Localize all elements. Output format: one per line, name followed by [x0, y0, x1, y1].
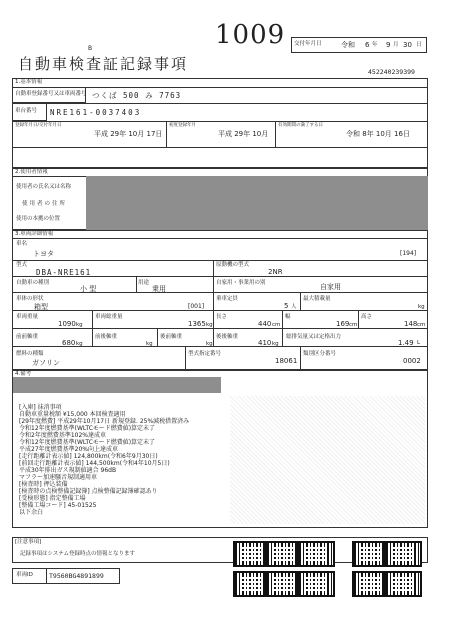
qr-code-3: [297, 541, 335, 567]
reg-number-value: つくば 500 み 7763: [92, 91, 182, 100]
section2-heading: 2.使用者情報: [15, 169, 48, 175]
displacement-unit: L: [417, 340, 421, 346]
document-number: 452240239399: [368, 68, 415, 76]
issue-day: 30: [403, 41, 412, 49]
first-year-label: 初度登録年月: [169, 123, 196, 128]
engine-value: 2NR: [268, 268, 283, 276]
width-label: 幅: [285, 314, 291, 320]
body-value: 箱型: [34, 303, 48, 311]
base-location-label: 使用の本拠の位置: [16, 216, 61, 222]
chassis-label: 車台番号: [15, 108, 38, 114]
purpose-value: 自家用: [320, 283, 341, 291]
notice-heading: [注意事項]: [15, 539, 42, 545]
section3-heading: 3.車両詳細情報: [15, 231, 54, 237]
length-value: 440: [258, 320, 272, 328]
vehicle-id-value: T9560BG4891899: [49, 572, 104, 580]
remark-line: [受検形態] 指定整備工場: [19, 495, 86, 502]
document-title: 自動車検査証記録事項: [18, 55, 189, 73]
remark-line: [検査時の点検整備記録簿] 点検整備記録簿確認あり: [19, 488, 158, 495]
day-unit: 日: [416, 42, 422, 48]
width-value: 169: [336, 320, 350, 328]
use-value: 乗用: [152, 285, 166, 293]
first-reg-value: 平成 29年 10月 17日: [94, 130, 163, 138]
reg-number-label: 自動車登録番号又は車両番号: [15, 91, 87, 97]
fuel-value: ガソリン: [32, 359, 60, 367]
use-label: 用途: [138, 280, 150, 286]
chassis-value: NRE161-0037403: [50, 108, 142, 117]
max-load-label: 最大積載量: [303, 296, 331, 302]
engine-label: 原動機の型式: [216, 262, 250, 268]
remark-line: [前回走行距離計表示値] 144,500km(令和4年10月5日): [19, 460, 170, 467]
remark-line: 自動車重量税額 ¥15,000 本回検査適用: [19, 411, 126, 418]
remark-line: 以下余白: [19, 509, 44, 516]
maker-label: 車名: [16, 241, 28, 247]
rear-front-axle-label: 後前軸重: [160, 334, 183, 340]
first-year-value: 平成 29年 10月: [218, 130, 269, 138]
remark-line: 令和12年度燃費基準(WLTCモード燃費値)算定未了: [19, 439, 156, 446]
rear-rear-axle-value: 410: [258, 339, 272, 347]
form-letter: B: [88, 45, 93, 52]
remark-line: [検査時] 押込装備: [19, 481, 68, 488]
front-rear-axle-label: 前後軸重: [95, 334, 118, 340]
remark-line: 令和12年度燃費基準(WLTCモード燃費値)算定未了: [19, 425, 156, 432]
gross-weight-value: 1365: [188, 320, 206, 328]
remark-line: 平成30年排出ガス規制値適合 96dB: [19, 467, 117, 474]
scan-noise: [230, 396, 425, 524]
kind-value: 小 型: [80, 285, 97, 293]
gross-weight-label: 車両総重量: [95, 314, 123, 320]
section1-heading: 1.基本情報: [15, 79, 43, 85]
weight-label: 車両重量: [16, 314, 39, 320]
vehicle-id-label: 車両ID: [16, 572, 33, 578]
purpose-label: 自家用・事業用の別: [216, 280, 266, 286]
maker-value: トヨタ: [33, 250, 54, 258]
class-label: 類別区分番号: [303, 351, 337, 357]
remarks-list: [19, 404, 189, 516]
model-label: 型式: [16, 262, 28, 268]
front-axle-unit: kg: [76, 341, 83, 347]
issue-date-label: 交付年月日: [294, 41, 322, 47]
kind-label: 自動車の種別: [16, 280, 50, 286]
expiry-value: 令和 8年 10月 16日: [346, 130, 410, 138]
capacity-value: 5: [284, 302, 289, 310]
front-rear-axle-unit: kg: [146, 341, 153, 347]
remark-line: 平成27年度燃費基準20%向上達成車: [19, 446, 118, 453]
qr-code-10: [384, 571, 422, 597]
remark-line: マフラー加速騒音規制適用車: [19, 474, 98, 481]
redacted-remarks: [13, 377, 221, 393]
height-label: 高さ: [361, 314, 373, 320]
displacement-label: 総排気量又は定格出力: [286, 334, 342, 340]
redacted-user-info: [86, 176, 428, 230]
front-axle-value: 680: [62, 339, 76, 347]
height-value: 148: [404, 320, 418, 328]
remark-line: [29年度燃費] 平成29年10月17日 新規登録. 25%減税措置済み: [19, 418, 190, 425]
rear-front-axle-unit: kg: [206, 341, 213, 347]
remark-line: [入庫] 抹消事項: [19, 404, 62, 411]
type-cert-label: 型式指定番号: [188, 351, 222, 357]
issue-year: 6: [365, 41, 370, 49]
issue-era: 令和: [341, 41, 355, 49]
type-cert-value: 18061: [275, 357, 298, 365]
maker-code: [194]: [400, 250, 417, 257]
class-value: 0002: [403, 357, 421, 365]
height-unit: cm: [417, 322, 426, 328]
capacity-label: 乗車定員: [216, 296, 239, 302]
length-label: 長さ: [216, 314, 228, 320]
remark-line: [整備工場コード] 45-01525: [19, 502, 97, 509]
rear-rear-axle-unit: kg: [272, 341, 279, 347]
body-code: [001]: [188, 303, 205, 310]
month-unit: 月: [393, 42, 399, 48]
weight-unit: kg: [76, 322, 83, 328]
qr-code-8: [297, 571, 335, 597]
gross-weight-unit: kg: [206, 322, 213, 328]
model-value: DBA-NRE161: [36, 268, 92, 277]
body-label: 車体の形状: [16, 296, 44, 302]
first-reg-label: 登録年月日/交付年月日: [15, 123, 62, 128]
expiry-label: 有効期間の満了する日: [278, 123, 323, 128]
user-address-label: 使用者の住所: [22, 201, 68, 207]
remark-line: 令和2年度燃費基準102%達成車: [19, 432, 106, 439]
width-unit: cm: [349, 322, 358, 328]
weight-value: 1090: [58, 320, 76, 328]
fuel-label: 燃料の種類: [16, 351, 44, 357]
issue-month: 9: [386, 41, 391, 49]
user-name-label: 使用者の氏名又は名称: [16, 184, 72, 190]
qr-code-5: [384, 541, 422, 567]
front-axle-label: 前前軸重: [16, 334, 39, 340]
displacement-value: 1.49: [398, 339, 414, 347]
capacity-unit: 人: [291, 304, 297, 310]
length-unit: cm: [272, 322, 281, 328]
rear-rear-axle-label: 後後軸重: [216, 334, 239, 340]
max-load-unit: kg: [418, 304, 425, 310]
handwritten-number: 1009: [215, 20, 286, 50]
remark-line: [走行距離計表示値] 124,800km(令和6年9月30日): [19, 453, 158, 460]
notice-text: 記録事項はシステム登録時点の情報となります: [20, 551, 135, 557]
section4-heading: 4.備考: [15, 371, 32, 377]
year-unit: 年: [372, 42, 378, 48]
